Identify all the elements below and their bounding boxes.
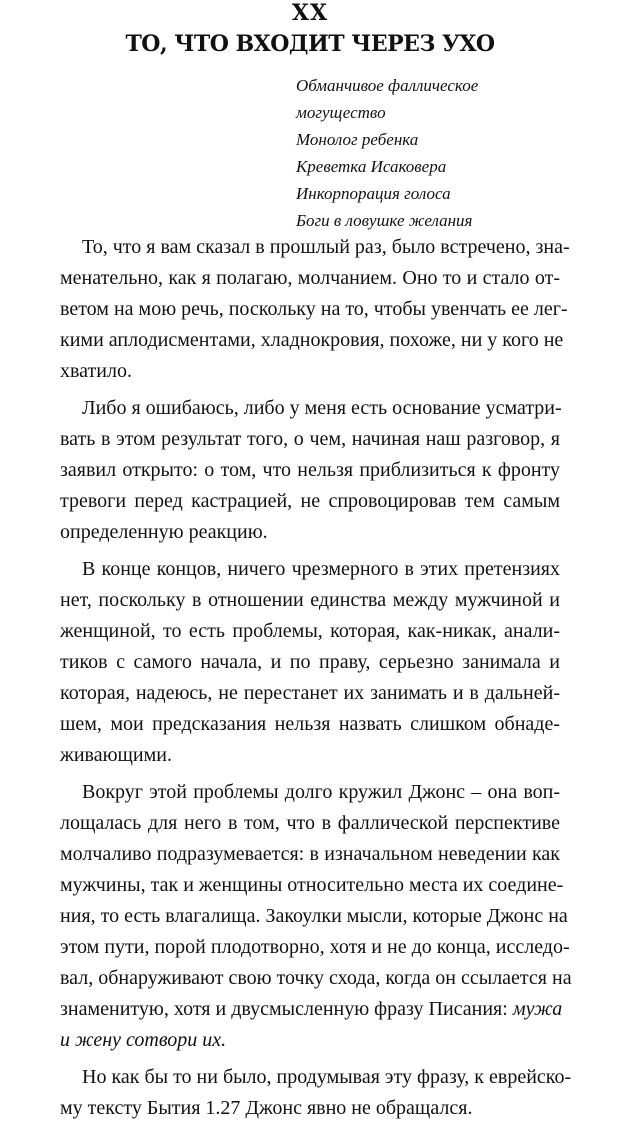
epigraph-item: Инкорпорация голоса <box>296 184 451 203</box>
paragraph <box>60 554 560 771</box>
text-line: женщиной, то есть проблемы, которая, как-никак, анали- <box>60 620 560 642</box>
chapter-title: ТО, ЧТО ВХОДИТ ЧЕРЕЗ УХО <box>125 31 495 57</box>
text-line: В конце концов, ничего чрезмерного в этих претензиях <box>82 558 560 580</box>
text-line: ния, то есть влагалища. Закоулки мысли, которые Джонс на <box>60 905 568 927</box>
text-line-italic <box>60 1025 560 1056</box>
paragraph <box>60 777 572 1056</box>
chapter-number: XX <box>291 0 329 26</box>
text-line: кими аплодисментами, хладнокровия, похоже, ни у кого не <box>60 329 564 351</box>
epigraph-item: Боги в ловушке желания <box>296 211 473 230</box>
text-line: Вокруг этой проблемы долго кружил Джонс – она воп- <box>82 781 560 803</box>
epigraph-item: Обманчивое фаллическое могущество <box>296 76 479 122</box>
italic-quote: мужа <box>507 998 563 1020</box>
text-line: тиков с самого начала, и по праву, серьезно занимала и <box>60 651 560 673</box>
paragraph <box>60 393 560 548</box>
text-line-mixed <box>60 994 563 1025</box>
paragraph <box>60 1062 572 1124</box>
text-segment: знаменитую, хотя и двусмысленную фразу Писания: <box>60 998 508 1020</box>
text-line: этом пути, порой плодотворно, хотя и не до конца, исследо- <box>60 936 570 958</box>
text-line: нет, поскольку в отношении единства между мужчиной и <box>60 589 560 611</box>
text-line: живающими. <box>60 744 172 766</box>
text-line: менательно, как я полагаю, молчанием. Оно то и стало от- <box>60 267 560 289</box>
text-line: вал, обнаруживают свою точку схода, когда он ссылается на <box>60 967 572 989</box>
text-line: шем, мои предсказания нельзя назвать слишком обнаде- <box>60 713 560 735</box>
text-line: тревоги перед кастрацией, не спровоцировав тем самым <box>60 490 560 512</box>
text-line: ветом на мою речь, поскольку на то, чтобы увенчать ее лег- <box>60 298 568 320</box>
text-line: которая, надеюсь, не перестанет их занимать и в дальней- <box>60 682 560 704</box>
italic-quote: и жену сотвори их. <box>60 1029 227 1051</box>
text-line: хватило. <box>60 360 132 382</box>
book-page <box>60 0 572 1119</box>
text-line: определенную реакцию. <box>60 521 268 543</box>
text-line: То, что я вам сказал в прошлый раз, было встречено, зна- <box>82 236 570 258</box>
text-line: заявил открыто: о том, что нельзя приблизиться к фронту <box>60 459 560 481</box>
text-line: му тексту Бытия 1.27 Джонс явно не обращался. <box>60 1097 473 1119</box>
text-line: лощалась для него в том, что в фаллической перспективе <box>60 812 560 834</box>
text-line: мужчины, так и женщины относительно места их соедине- <box>60 874 564 896</box>
epigraph-item: Монолог ребенка <box>296 130 419 149</box>
epigraph <box>296 72 560 234</box>
text-line: Либо я ошибаюсь, либо у меня есть основание усматри- <box>82 397 562 419</box>
text-line: Но как бы то ни было, продумывая эту фразу, к еврейско- <box>82 1066 572 1088</box>
text-line: молчаливо подразумевается: в изначальном неведении как <box>60 843 560 865</box>
epigraph-item: Креветка Исаковера <box>296 157 447 176</box>
text-line: вать в этом результат того, о чем, начиная наш разговор, я <box>60 428 560 450</box>
body-text <box>60 232 572 1130</box>
paragraph <box>60 232 570 387</box>
